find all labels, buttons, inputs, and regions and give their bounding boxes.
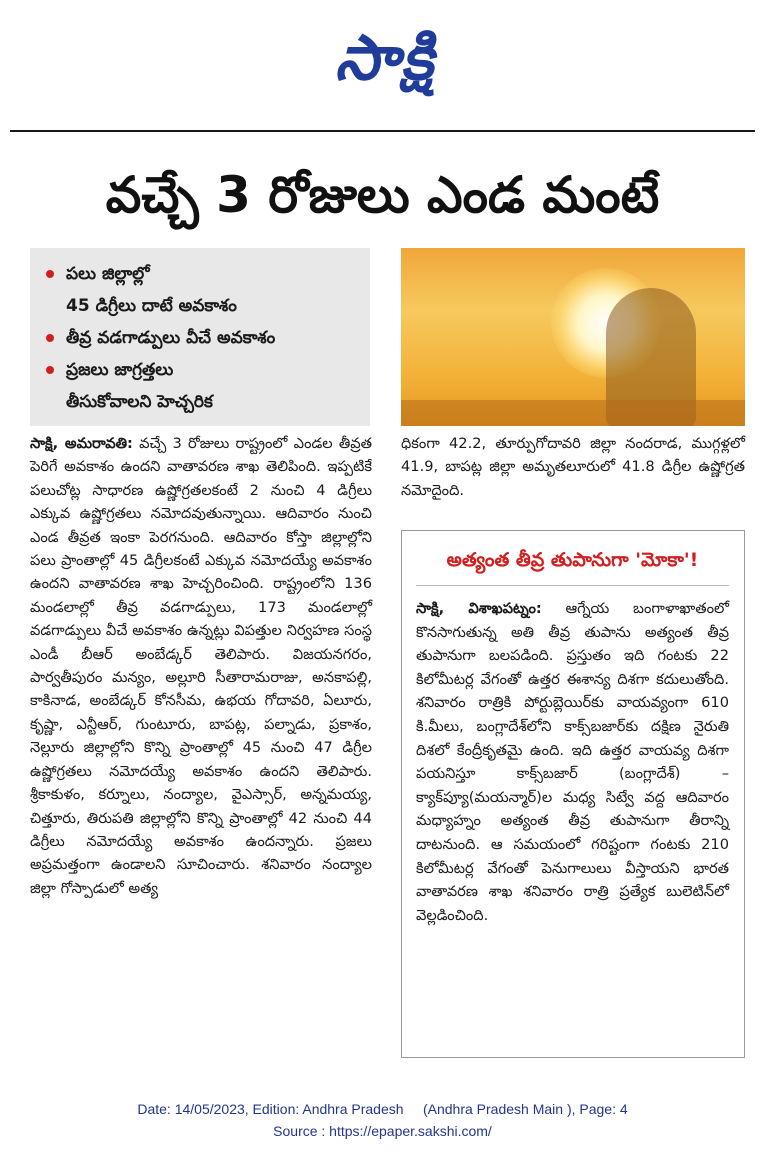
article-text: వచ్చే 3 రోజులు రాష్ట్రంలో ఎండల తీవ్రత పెరిగే అవకాశం ఉందని వాతావరణ శాఖ తెలిపింది. ఇప్పటికే పలుచోట్ల సాధారణ ఉష్ణోగ్రతలకంటే 2 నుంచి 4 డిగ్రీలు ఎక్కువ ఉష్ణోగ్రతలు నమోదవుతున్నాయి. ఆదివారం నుంచి ఎండ తీవ్రత ఇంకా పెరగనుంది. ఆదివారం కోస్తా జిల్లాల్లోని పలు ప్రాంతాల్లో 45 డిగ్రీలకంటే ఎక్కువ నమోదయ్యే అవకాశం ఉందని వాతావరణ శాఖ హెచ్చరించింది. రాష్ట్రంలోని 136 మండలాల్లో తీవ్ర వడగాడ్పులు, 173 మండలాల్లో వడగాడ్పులు వీచే అవకాశం ఉన్నట్లు విపత్తుల నిర్వహణ సంస్థ ఎండీ బీఆర్ అంబేడ్కర్ తెలిపారు. విజయనగరం, పార్వతీపురం మన్యం, అల్లూరి సీతారామరాజు, అనకాపల్లి, కాకినాడ, అంబేడ్కర్ కోనసీమ, ఉభయ గోదావరి, ఏలూరు, కృష్ణా, ఎన్టీఆర్, గుంటూరు, బాపట్ల, పల్నాడు, ప్రకాశం, నెల్లూరు జిల్లాల్లోని కొన్ని ప్రాంతాల్లో 45 నుంచి 47 డిగ్రీల ఉష్ణోగ్రతలు నమోదయ్యే అవకాశం ఉందని తెలిపారు. శ్రీకాకుళం, కర్నూలు, నంద్యాల, వైఎస్సార్, అన్నమయ్య, చిత్తూరు, తిరుపతి జిల్లాల్లోని కొన్ని ప్రాంతాల్లో 42 నుంచి 44 డిగ్రీలు నమోదయ్యే అవకాశం ఉందన్నారు. ప్రజలు అప్రమత్తంగా ఉండాలని సూచించారు. శనివారం నంద్యాల జిల్లా గోస్పాడులో అత్య (30, 435, 372, 897)
sidebar-divider (416, 585, 729, 586)
highlight-text: పలు జిల్లాల్లో (66, 264, 150, 284)
article-dateline: సాక్షి, అమరావతి: (30, 435, 133, 452)
article-body-right (401, 432, 745, 522)
sidebar-dateline: సాక్షి, విశాఖపట్నం: (416, 600, 542, 617)
highlight-text: తీసుకోవాలని హెచ్చరిక (66, 392, 213, 412)
footer-date-line: Date: 14/05/2023, Edition: Andhra Pradesh (Andhra Pradesh Main ), Page: 4 (137, 1101, 628, 1117)
article-text-continued: ధికంగా 42.2, తూర్పుగోదావరి జిల్లా నందరాడ, ముగ్గళ్లలో 41.9, బాపట్ల జిల్లా అమృతలూరులో 41.8 డిగ్రీల ఉష్ణోగ్రత నమోదైంది. (401, 435, 745, 499)
bullet-icon (46, 366, 54, 374)
cyclone-sidebar (401, 530, 745, 1058)
sidebar-title: అత్యంత తీవ్ర తుపానుగా 'మోకా'! (446, 549, 699, 571)
heatwave-photo (401, 248, 745, 426)
highlight-text: ప్రజలు జాగ్రత్తలు (66, 360, 174, 380)
highlight-item (40, 258, 360, 322)
highlight-item (40, 322, 360, 354)
article-body-left (30, 432, 372, 1072)
city-skyline (401, 400, 745, 426)
sakshi-logo: సాక్షి (334, 21, 436, 94)
source-footer (0, 1098, 765, 1142)
sidebar-text: ఆగ్నేయ బంగాళాఖాతంలో కొనసాగుతున్న అతి తీవ్ర తుపాను అత్యంత తీవ్ర తుపానుగా బలపడింది. ప్రస్తుతం ఇది గంటకు 22 కిలోమీటర్ల వేగంతో ఉత్తర ఈశాన్య దిశగా కదులుతోంది. శనివారం రాత్రికి పోర్టుబ్లెయిర్‌కు వాయవ్యంగా 610 కి.మీలు, బంగ్లాదేశ్‌లోని కాక్స్‌బజార్‌కు దక్షిణ నైరుతి దిశలో కేంద్రీకృతమై ఉంది. ఇది ఉత్తర వాయవ్య దిశగా పయనిస్తూ కాక్స్‌బజార్ (బంగ్లాదేశ్) – క్యాక్‌ప్యూ(మయన్మార్)ల మధ్య సిట్వే వద్ద ఆదివారం మధ్యాహ్నం అత్యంత తీవ్ర తుపానుగా తీరాన్ని దాటనుంది. ఆ సమయంలో గరిష్టంగా గంటకు 210 కిలోమీటర్ల వేగంతో పెనుగాలులు వీస్తాయని భారత వాతావరణ శాఖ శనివారం రాత్రి ప్రత్యేక బులెటిన్‌లో వెల్లడించింది. (416, 600, 730, 924)
masthead (0, 0, 765, 110)
footer-source-link[interactable]: Source : https://epaper.sakshi.com/ (273, 1123, 492, 1139)
highlight-text: తీవ్ర వడగాడ్పులు వీచే అవకాశం (66, 328, 276, 348)
article-headline: వచ్చే 3 రోజులు ఎండ మంటే (105, 166, 660, 224)
sidebar-body (416, 597, 729, 927)
highlights-box (30, 248, 370, 426)
masthead-divider (10, 130, 755, 132)
highlight-text: 45 డిగ్రీలు దాటే అవకాశం (66, 296, 237, 316)
highlight-item (40, 354, 360, 418)
bullet-icon (46, 270, 54, 278)
bullet-icon (46, 334, 54, 342)
